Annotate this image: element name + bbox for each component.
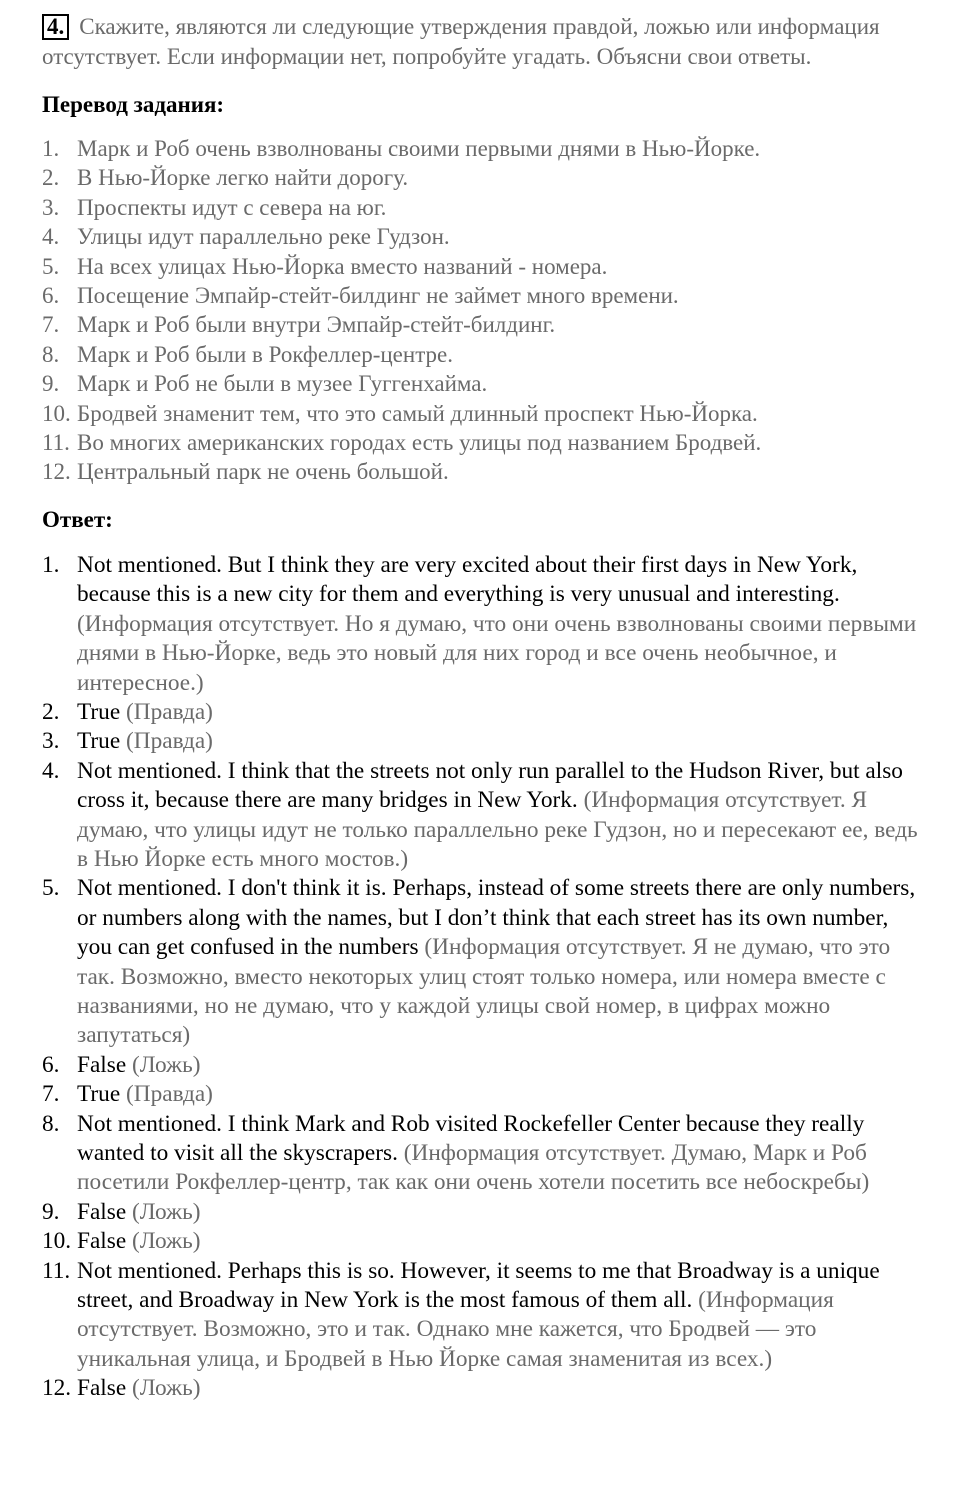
item-text: Марк и Роб были в Рокфеллер-центре. bbox=[77, 341, 453, 367]
item-number: 2. bbox=[42, 698, 60, 725]
item-text: Посещение Эмпайр-стейт-билдинг не займет много времени. bbox=[77, 283, 679, 309]
answer-list bbox=[42, 551, 922, 1404]
item-number: 8. bbox=[42, 1110, 60, 1137]
answer-english: Not mentioned. But I think they are very excited about their first days in New York, because this is a new city for them and everything is very unusual and interesting. bbox=[77, 551, 858, 608]
answer-english: False bbox=[77, 1375, 127, 1402]
answer-item bbox=[42, 551, 922, 698]
answer-item bbox=[42, 1051, 922, 1080]
item-number: 1. bbox=[42, 551, 60, 578]
item-number: 2. bbox=[42, 165, 60, 191]
item-text: Улицы идут параллельно реке Гудзон. bbox=[77, 224, 450, 250]
item-number: 4. bbox=[42, 224, 60, 250]
document-page bbox=[42, 12, 922, 1404]
item-number: 12. bbox=[42, 1375, 72, 1402]
item-number: 7. bbox=[42, 1081, 60, 1108]
item-number: 12. bbox=[42, 459, 71, 485]
item-text: Марк и Роб очень взволнованы своими первыми днями в Нью-Йорке. bbox=[77, 136, 761, 161]
item-number: 3. bbox=[42, 728, 60, 755]
answer-item bbox=[42, 1227, 922, 1256]
list-item bbox=[42, 134, 922, 163]
item-number: 1. bbox=[42, 136, 60, 161]
item-text: Бродвей знаменит тем, что это самый длинный проспект Нью-Йорка. bbox=[77, 400, 758, 426]
answer-english: Not mentioned. I think Mark and Rob visited Rockefeller Center because they really wanted to visit all the skyscrapers. bbox=[77, 1110, 865, 1166]
task-text: Скажите, являются ли следующие утверждения правдой, ложью или информация отсутствует. Если информации нет, попробуйте угадать. Объясни свои ответы. bbox=[42, 14, 880, 69]
item-number: 7. bbox=[42, 312, 60, 338]
answer-item bbox=[42, 1257, 922, 1375]
answer-russian: (Информация отсутствует. Я думаю, что улицы идут не только параллельно реке Гудзон, но и пересекают ее, ведь в Нью Йорке есть много мостов.) bbox=[77, 787, 918, 872]
list-item bbox=[42, 252, 922, 281]
answer-russian: (Ложь) bbox=[132, 1228, 201, 1255]
answer-english: False bbox=[77, 1051, 127, 1078]
item-text: Центральный парк не очень большой. bbox=[77, 459, 449, 485]
answer-russian: (Информация отсутствует. Но я думаю, что они очень взволнованы своими первыми днями в Нью-Йорке, ведь это новый для них город и все очень необычное, и интересное.) bbox=[77, 610, 917, 696]
item-text: Проспекты идут с севера на юг. bbox=[77, 194, 387, 220]
answer-item bbox=[42, 874, 922, 1050]
answer-english: Not mentioned. I don't think it is. Perhaps, instead of some streets there are only numbers, or numbers along with the names, but I don’t think that each street has its own number, you can get confused in the numbers bbox=[77, 875, 916, 961]
translation-list bbox=[42, 134, 922, 487]
item-number: 5. bbox=[42, 875, 60, 902]
answer-item bbox=[42, 757, 922, 875]
answer-russian: (Ложь) bbox=[132, 1051, 201, 1078]
answer-russian: (Правда) bbox=[126, 728, 213, 755]
answer-item bbox=[42, 1080, 922, 1109]
answer-russian: (Ложь) bbox=[132, 1198, 201, 1225]
answer-english: False bbox=[77, 1198, 127, 1225]
answer-russian: (Информация отсутствует. Я не думаю, что это так. Возможно, вместо некоторых улиц стоят только номера, или номера вместе с названиями, но не думаю, что у каждой улицы свой номер, в цифрах можно запутаться) bbox=[77, 934, 891, 1049]
item-text: В Нью-Йорке легко найти дорогу. bbox=[77, 165, 409, 191]
item-number: 6. bbox=[42, 1051, 60, 1078]
answer-english: True bbox=[77, 1081, 121, 1108]
answer-english: True bbox=[77, 728, 121, 755]
item-number: 4. bbox=[42, 757, 60, 784]
answer-russian: (Ложь) bbox=[132, 1375, 201, 1402]
answer-heading: Ответ: bbox=[42, 506, 113, 532]
answer-english: False bbox=[77, 1228, 127, 1255]
item-text: Во многих американских городах есть улицы под названием Бродвей. bbox=[77, 430, 762, 456]
list-item bbox=[42, 193, 922, 222]
answer-item bbox=[42, 1198, 922, 1227]
answer-russian: (Информация отсутствует. Думаю, Марк и Роб посетили Рокфеллер-центр, так как они очень хотели посетить все небоскребы) bbox=[77, 1140, 870, 1196]
answer-item bbox=[42, 727, 922, 756]
item-number: 9. bbox=[42, 371, 60, 397]
item-text: Марк и Роб не были в музее Гуггенхайма. bbox=[77, 371, 488, 397]
item-number: 11. bbox=[42, 1257, 71, 1284]
list-item bbox=[42, 428, 922, 457]
list-item bbox=[42, 163, 922, 192]
item-number: 11. bbox=[42, 430, 70, 456]
translation-heading: Перевод задания: bbox=[42, 92, 225, 117]
answer-item bbox=[42, 698, 922, 727]
list-item bbox=[42, 457, 922, 486]
item-text: Марк и Роб были внутри Эмпайр-стейт-билдинг. bbox=[77, 312, 556, 338]
item-number: 5. bbox=[42, 253, 60, 279]
answer-item bbox=[42, 1110, 922, 1198]
answer-english: Not mentioned. I think that the streets not only run parallel to the Hudson River, but also cross it, because there are many bridges in New York. bbox=[77, 757, 903, 814]
item-number: 9. bbox=[42, 1198, 60, 1225]
item-number: 10. bbox=[42, 1228, 72, 1255]
list-item bbox=[42, 369, 922, 398]
list-item bbox=[42, 340, 922, 369]
answer-russian: (Информация отсутствует. Возможно, это и так. Однако мне кажется, что Бродвей — это уникальная улица, и Бродвей в Нью Йорке самая знаменитая из всех.) bbox=[77, 1287, 834, 1372]
answer-english: True bbox=[77, 698, 121, 725]
item-text: На всех улицах Нью-Йорка вместо названий - номера. bbox=[77, 253, 608, 279]
answer-english: Not mentioned. Perhaps this is so. However, it seems to me that Broadway is a unique street, and Broadway in New York is the most famous of them all. bbox=[77, 1257, 880, 1314]
task-number-badge: 4. bbox=[42, 14, 69, 40]
item-number: 10. bbox=[42, 400, 71, 426]
list-item bbox=[42, 310, 922, 339]
list-item bbox=[42, 281, 922, 310]
item-number: 6. bbox=[42, 283, 60, 309]
answer-item bbox=[42, 1374, 922, 1403]
list-item bbox=[42, 222, 922, 251]
item-number: 3. bbox=[42, 194, 60, 220]
task-instruction bbox=[42, 12, 922, 72]
list-item bbox=[42, 399, 922, 428]
answer-russian: (Правда) bbox=[126, 698, 213, 725]
answer-russian: (Правда) bbox=[126, 1081, 213, 1108]
item-number: 8. bbox=[42, 341, 60, 367]
